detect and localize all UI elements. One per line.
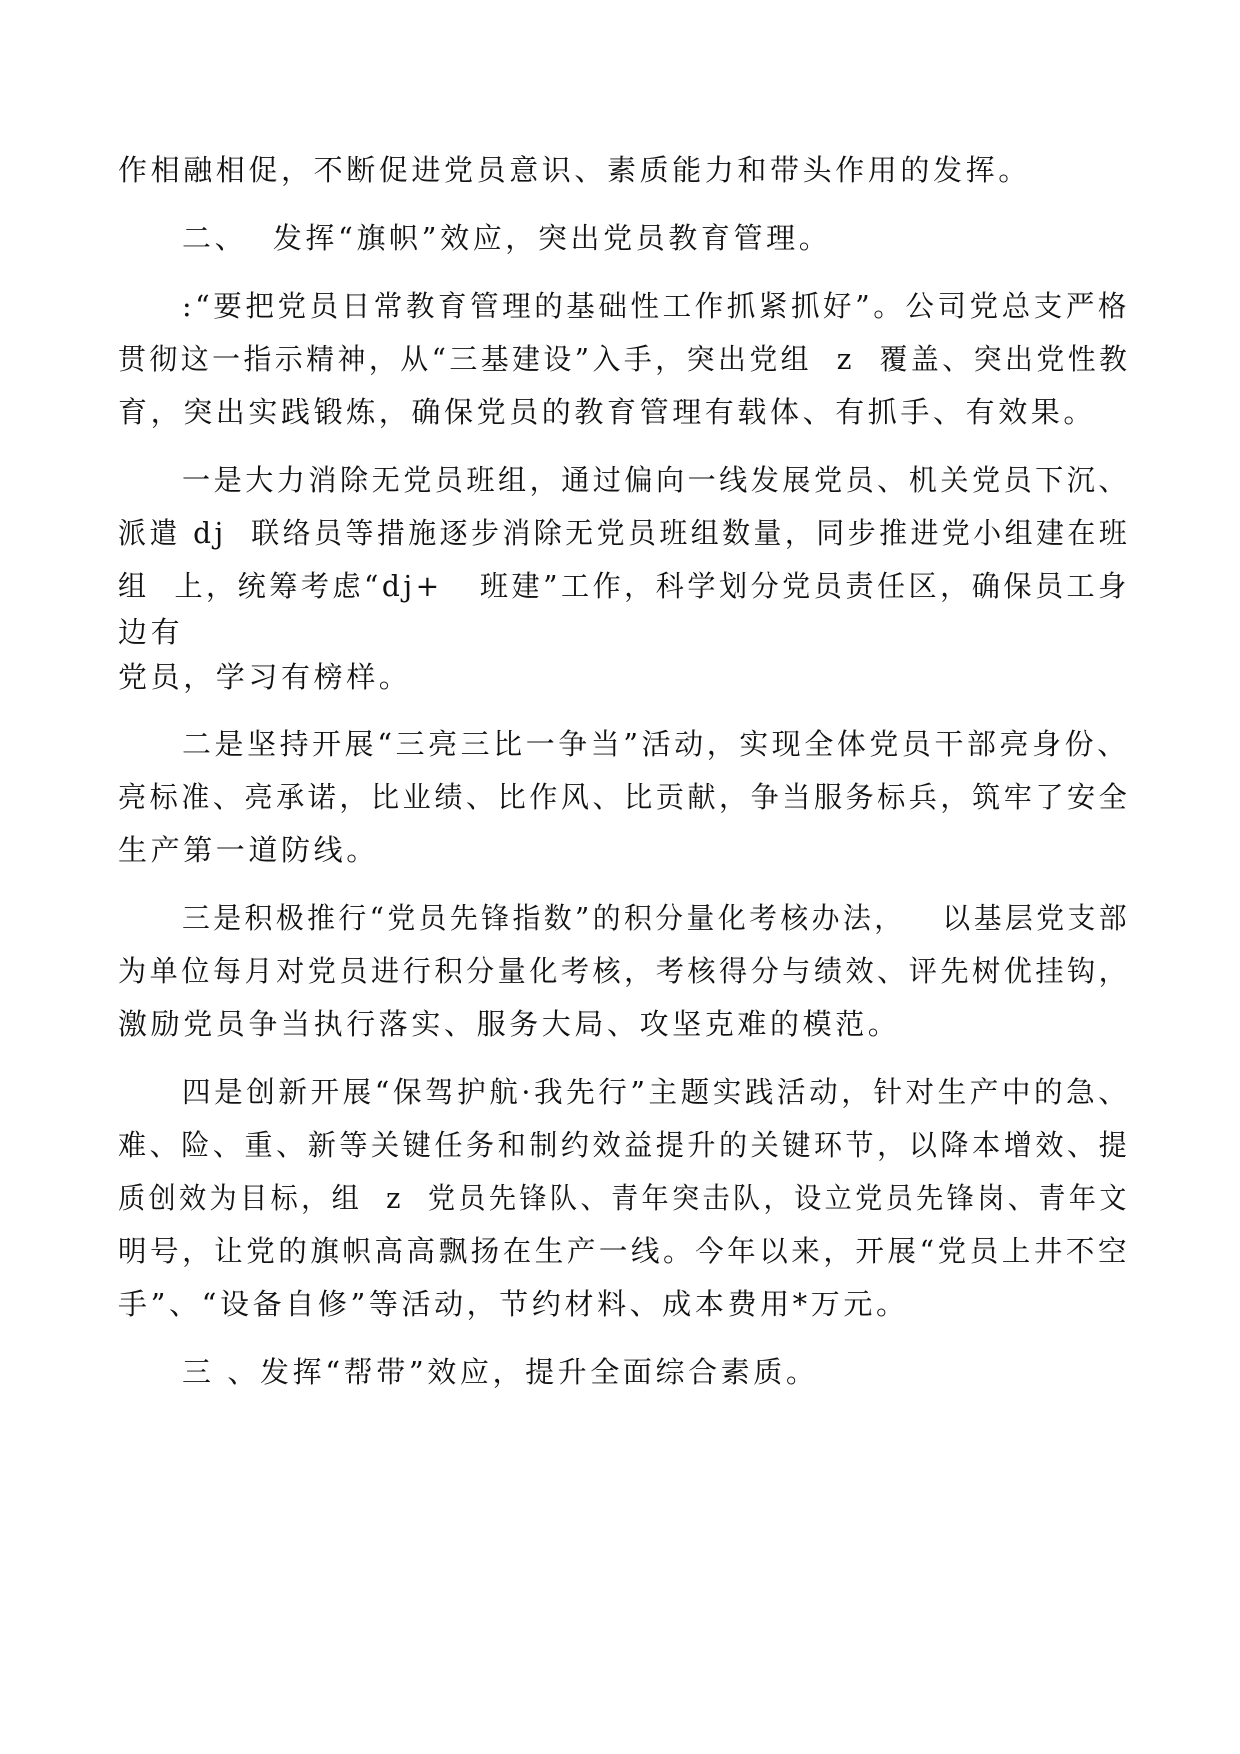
paragraph-line: 派遣 dj 联络员等措施逐步消除无党员班组数量，同步推进党小组建在班	[118, 516, 1131, 550]
paragraph-line: 党员，学习有榜样。	[118, 660, 412, 694]
paragraph-line: :“要把党员日常教育管理的基础性工作抓紧抓好”。公司党总支严格	[182, 289, 1131, 323]
paragraph-line: 育，突出实践锻炼，确保党员的教育管理有载体、有抓手、有效果。	[118, 395, 1097, 429]
paragraph-line: 明号，让党的旗帜高高飘扬在生产一线。今年以来，开展“党员上井不空	[118, 1234, 1131, 1268]
paragraph-line: 二是坚持开展“三亮三比一争当”活动，实现全体党员干部亮身份、	[182, 727, 1130, 761]
paragraph-line: 亮标准、亮承诺，比业绩、比作风、比贡献，争当服务标兵，筑牢了安全	[118, 780, 1131, 814]
paragraph-line: 激励党员争当执行落实、服务大局、攻坚克难的模范。	[118, 1007, 901, 1041]
paragraph-line: 难、险、重、新等关键任务和制约效益提升的关键环节，以降本增效、提	[118, 1128, 1131, 1162]
paragraph-line: 贯彻这一指示精神，从“三基建设”入手，突出党组 z 覆盖、突出党性教	[118, 342, 1131, 376]
paragraph-line: 三是积极推行“党员先锋指数”的积分量化考核办法， 以基层党支部	[182, 901, 1131, 935]
paragraph-line: 生产第一道防线。	[118, 833, 379, 867]
paragraph-line: 组 上，统筹考虑“dj+ 班建”工作，科学划分党员责任区，确保员工身	[118, 569, 1130, 603]
paragraph-line: 边有	[118, 615, 184, 649]
paragraph-line: 作相融相促，不断促进党员意识、素质能力和带头作用的发挥。	[118, 153, 1031, 187]
paragraph-line: 四是创新开展“保驾护航·我先行”主题实践活动，针对生产中的急、	[182, 1075, 1131, 1109]
paragraph-line: 一是大力消除无党员班组，通过偏向一线发展党员、机关党员下沉、	[182, 463, 1130, 497]
paragraph-line: 手”、“设备自修”等活动，节约材料、成本费用*万元。	[118, 1287, 909, 1321]
paragraph-line: 为单位每月对党员进行积分量化考核，考核得分与绩效、评先树优挂钩，	[118, 954, 1131, 988]
section-heading: 二、 发挥“旗帜”效应，突出党员教育管理。	[182, 221, 832, 255]
section-heading: 三 、发挥“帮带”效应，提升全面综合素质。	[182, 1355, 819, 1389]
paragraph-line: 质创效为目标，组 z 党员先锋队、青年突击队，设立党员先锋岗、青年文	[118, 1181, 1130, 1215]
